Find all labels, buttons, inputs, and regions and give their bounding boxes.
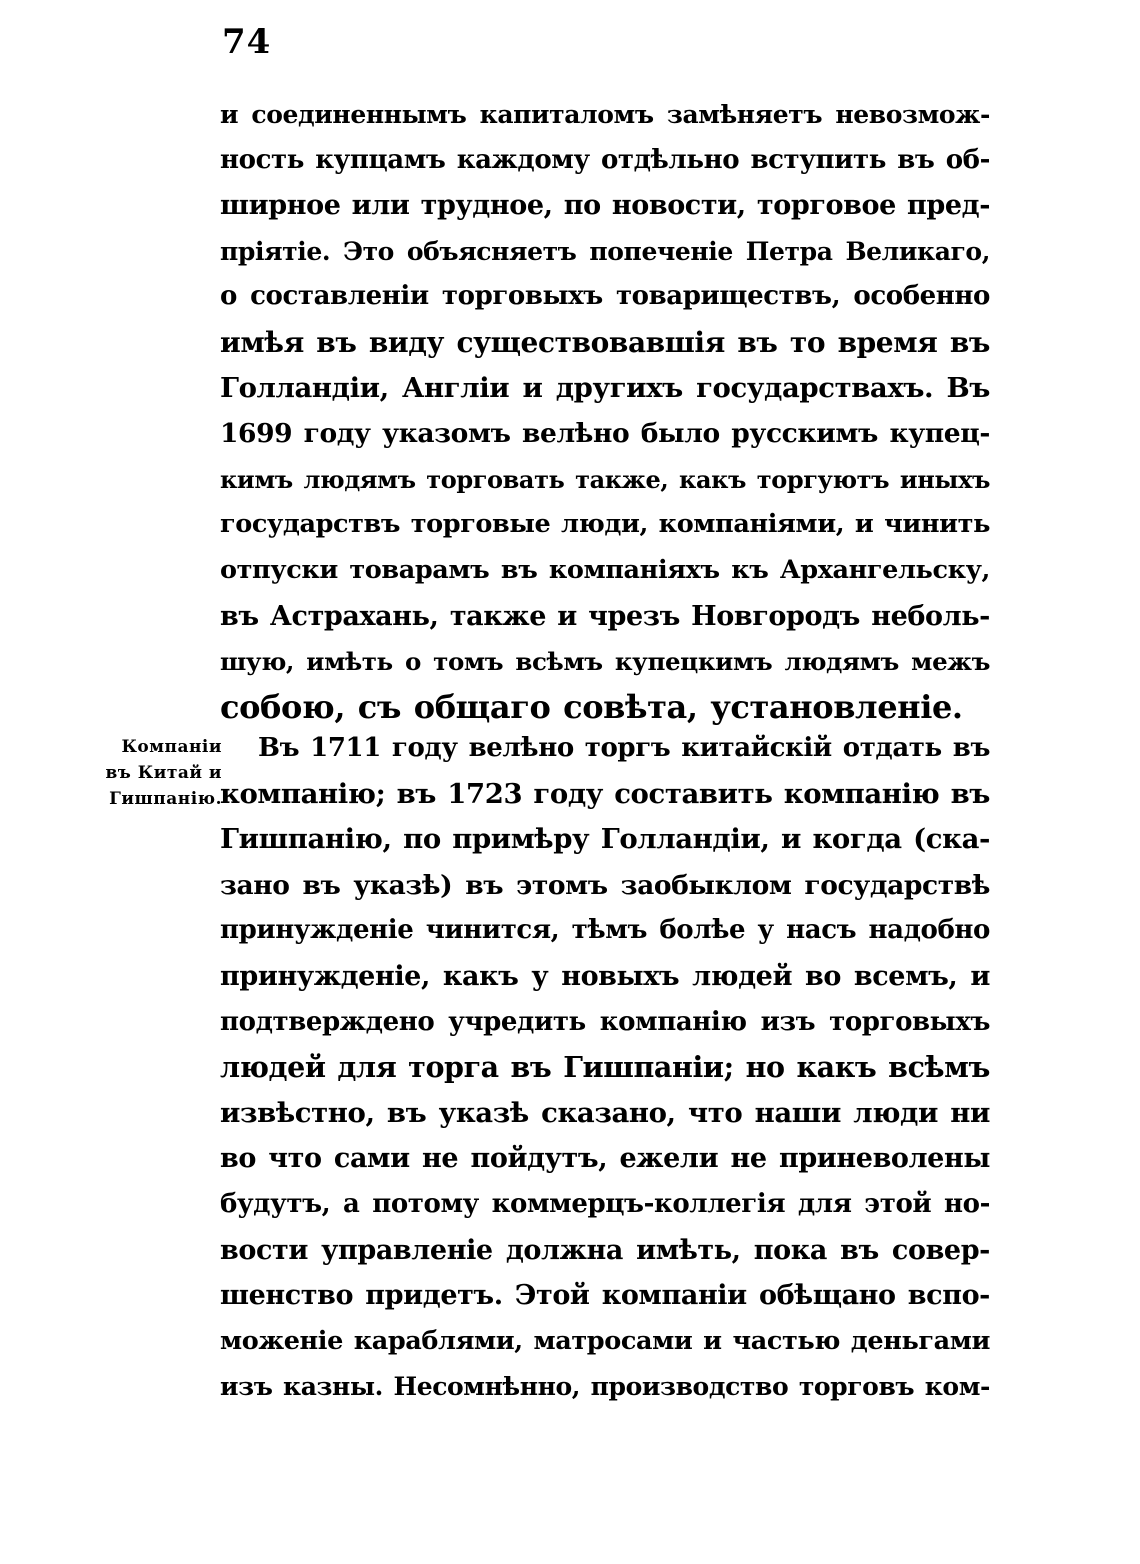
text-line: собою, съ общаго совѣта, установленіе. [220, 687, 963, 726]
sidenote-line: Гишпанію. [109, 789, 222, 809]
text-line: шенство придетъ. Этой компаніи обѣщано вспо- [220, 1280, 990, 1312]
text-line: государствъ торговые люди, компаніями, и чинить [220, 509, 990, 540]
text-line: въ Астрахань, также и чрезъ Новгородъ неболь- [220, 600, 990, 632]
text-line: принужденіе, какъ у новыхъ людей во всемъ, и [220, 960, 990, 992]
text-line: Голландіи, Англіи и другихъ государствахъ. Въ [220, 371, 990, 404]
text-line: изъ казны. Несомнѣнно, производство торговъ ком- [220, 1372, 990, 1402]
paragraph-2 [220, 726, 990, 1410]
text-line: пріятіе. Это объясняетъ попеченіе Петра Великаго, [220, 236, 990, 266]
text-line: имѣя въ виду существовавшія въ то время въ [220, 325, 990, 359]
text-line: Гишпанію, по примѣру Голландіи, и когда (ска- [220, 823, 990, 856]
page-number: 74 [222, 22, 272, 62]
text-line: подтверждено учредить компанію изъ торговыхъ [220, 1006, 990, 1037]
text-line: и соединеннымъ капиталомъ замѣняетъ невозмож- [220, 100, 990, 129]
text-line: 1699 году указомъ велѣно было русскимъ купец- [220, 418, 990, 450]
text-line: ность купцамъ каждому отдѣльно вступить въ об- [220, 144, 990, 175]
text-line: во что сами не пойдутъ, ежели не приневолены [220, 1143, 990, 1175]
text-line: зано въ указѣ) въ этомъ заобыклом государствѣ [220, 869, 990, 901]
text-line: Въ 1711 году велѣно торгъ китайскій отдать въ [258, 733, 990, 763]
text-line: извѣстно, въ указѣ сказано, что наши люди ни [220, 1096, 990, 1129]
text-line: вости управленіе должна имѣть, пока въ совер- [220, 1234, 990, 1266]
text-line: шую, имѣть о томъ всѣмъ купецкимъ людямъ межъ [220, 647, 990, 677]
text-line: людей для торга въ Гишпаніи; но какъ всѣмъ [220, 1050, 990, 1085]
text-line: принужденіе чинится, тѣмъ болѣе у насъ надобно [220, 915, 990, 946]
text-line: кимъ людямъ торговать также, какъ торгуютъ иныхъ [220, 464, 990, 494]
text-line: компанію; въ 1723 году составить компанію въ [220, 777, 990, 810]
text-line: о составленіи торговыхъ товариществъ, особенно [220, 281, 990, 312]
text-line: будутъ, а потому коммерцъ-коллегія для этой но- [220, 1188, 990, 1219]
sidenote-line: Компаніи [121, 737, 222, 757]
paragraph-1 [220, 92, 990, 730]
text-line: ширное или трудное, по новости, торговое пред- [220, 190, 990, 222]
margin-sidenote [70, 734, 222, 812]
sidenote-line: въ Китай и [105, 763, 222, 783]
text-line: моженіе караблями, матросами и частью деньгами [220, 1325, 990, 1356]
text-line: отпуски товарамъ въ компаніяхъ къ Архангельску, [220, 554, 990, 585]
